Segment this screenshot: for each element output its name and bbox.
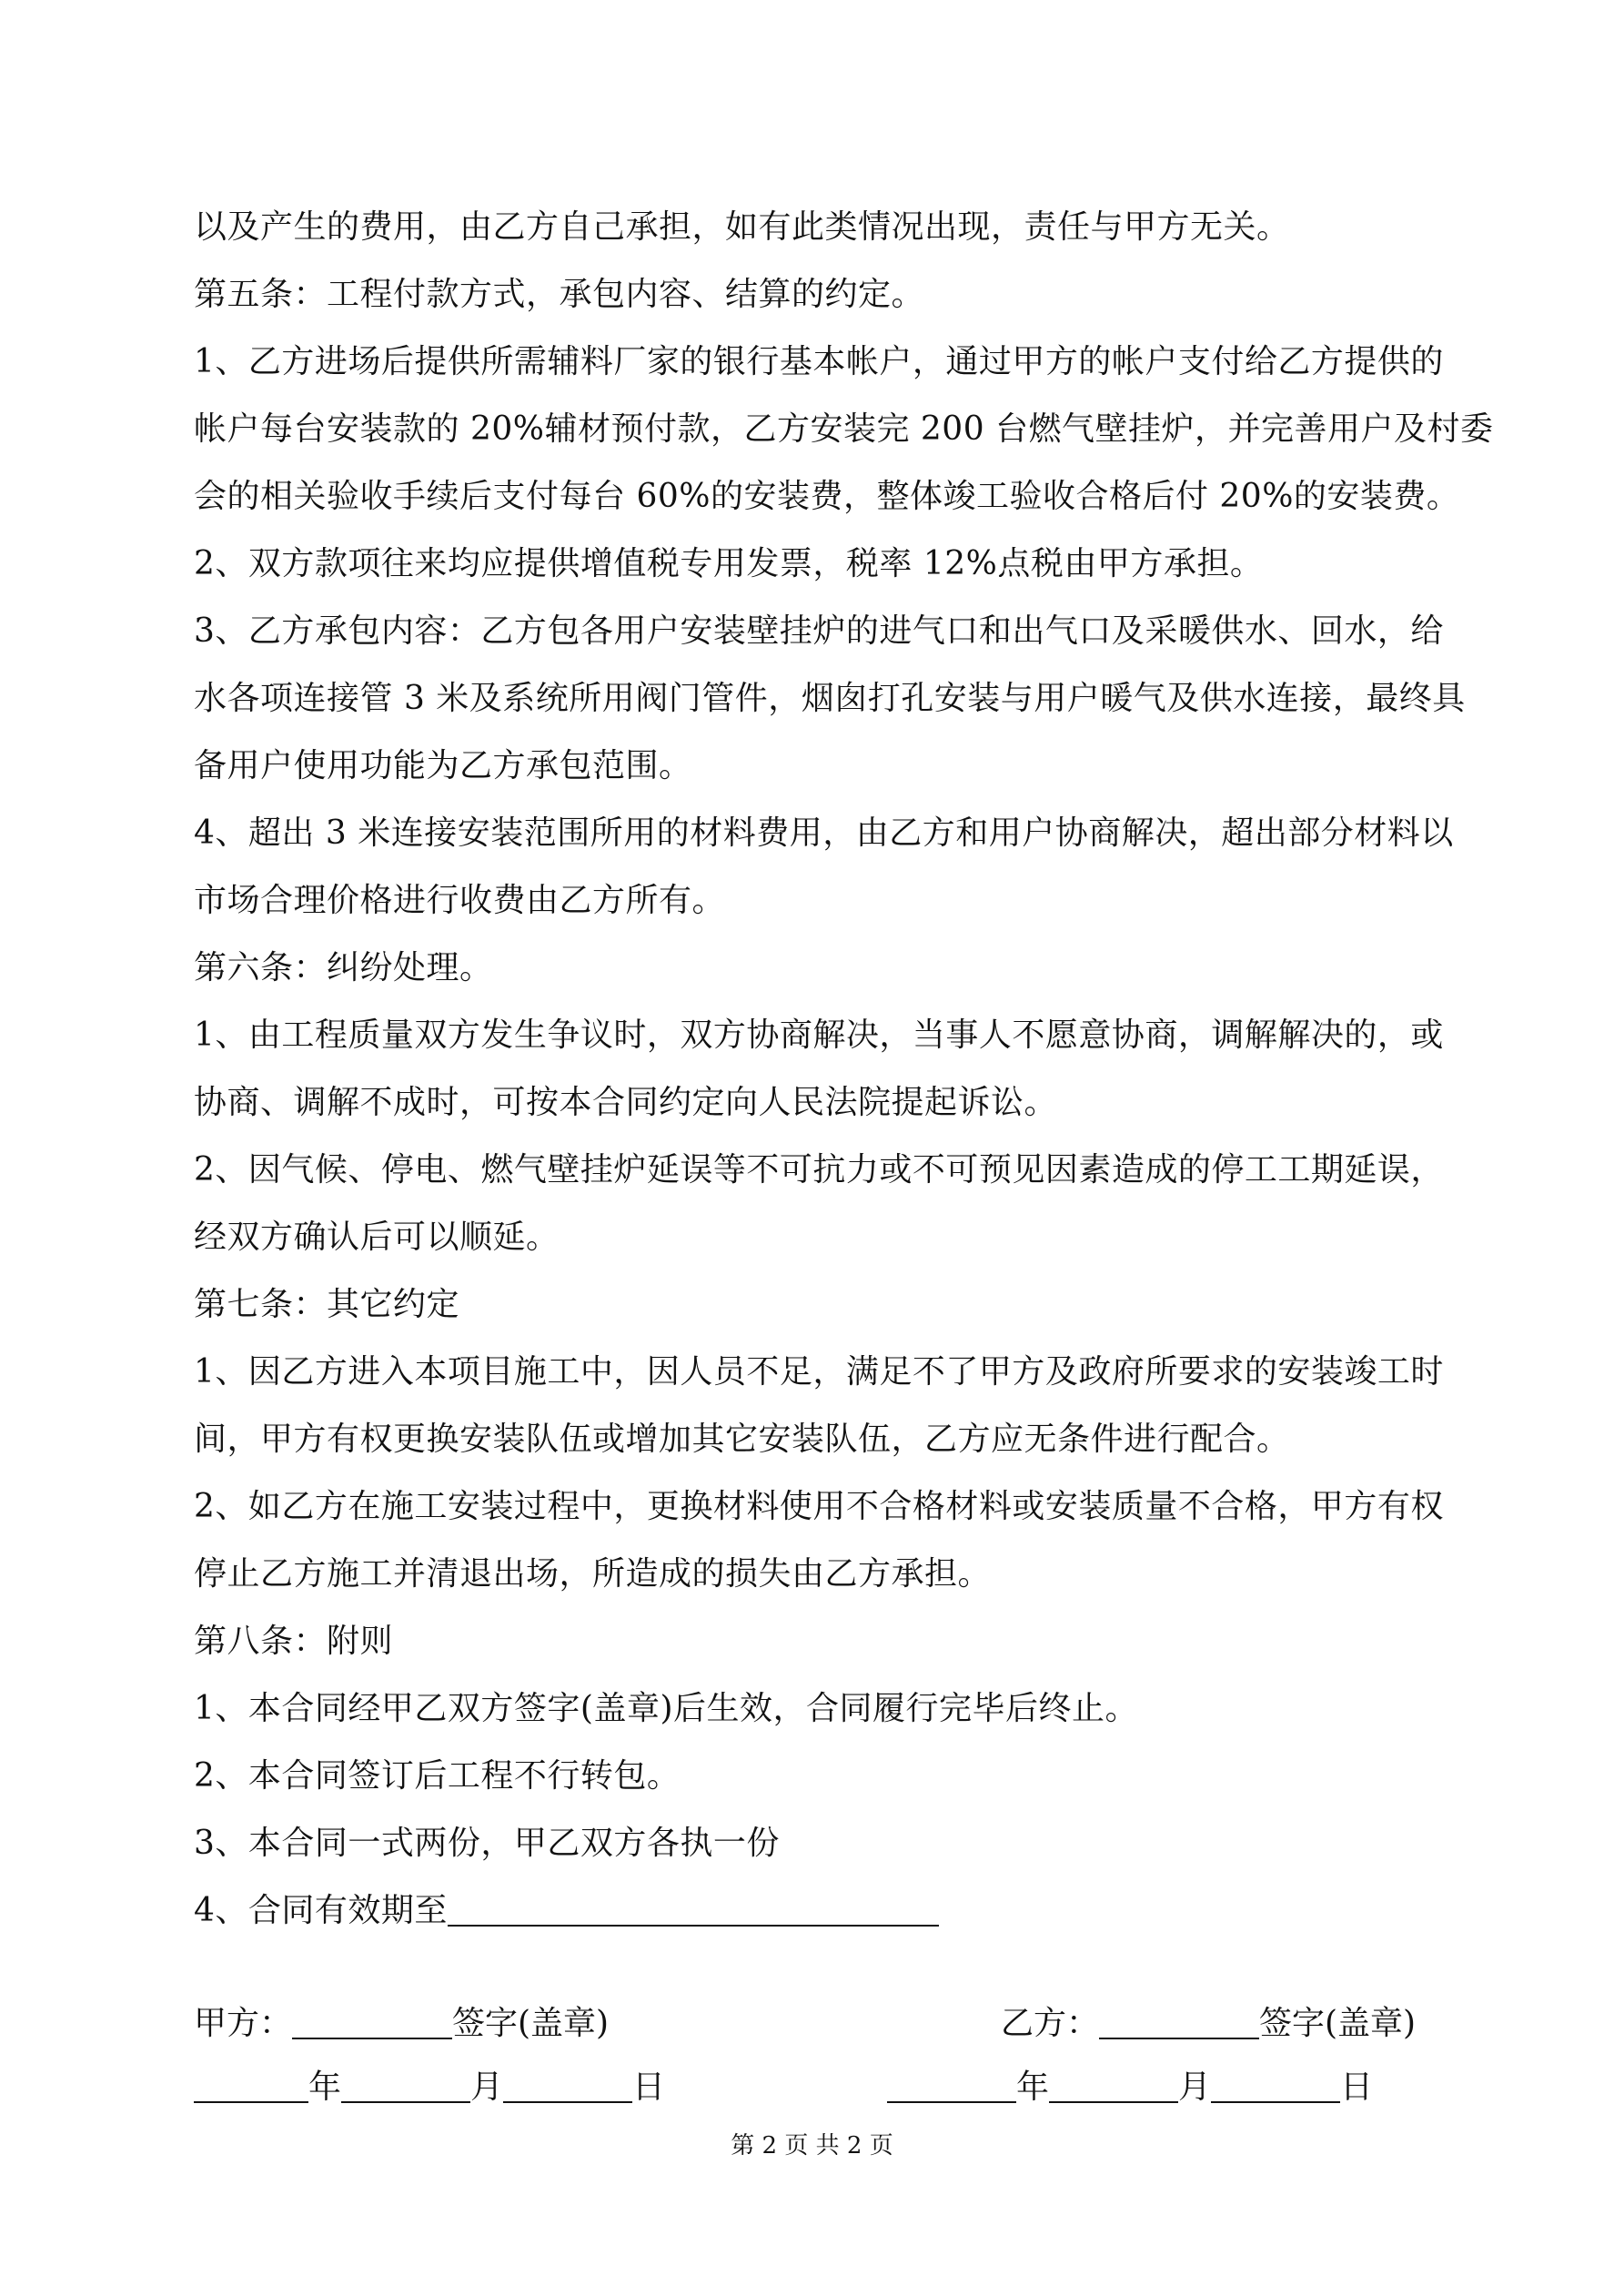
party-b-day-blank[interactable] xyxy=(1211,2068,1340,2103)
party-a-year-blank[interactable] xyxy=(194,2068,308,2103)
section-heading-8: 第八条：附则 xyxy=(194,1623,394,1660)
paragraph-line: 经双方确认后可以顺延。 xyxy=(194,1219,560,1256)
paragraph-line: 2、因气候、停电、燃气壁挂炉延误等不可抗力或不可预见因素造成的停工工期延误， xyxy=(194,1151,1444,1188)
party-a-name-blank[interactable] xyxy=(292,2005,452,2039)
party-a-label: 甲方： xyxy=(194,2005,293,2042)
party-a-day-blank[interactable] xyxy=(503,2068,632,2103)
paragraph-line: 水各项连接管 3 米及系统所用阀门管件，烟囱打孔安装与用户暖气及供水连接，最终具 xyxy=(194,680,1466,717)
party-a-month-blank[interactable] xyxy=(341,2068,470,2103)
party-b-year-label: 年 xyxy=(1016,2068,1050,2106)
paragraph-line: 1、由工程质量双方发生争议时，双方协商解决，当事人不愿意协商，调解解决的，或 xyxy=(194,1017,1444,1054)
paragraph-line: 市场合理价格进行收费由乙方所有。 xyxy=(194,882,726,919)
paragraph-line: 会的相关验收手续后支付每台 60%的安装费，整体竣工验收合格后付 20%的安装费。 xyxy=(194,478,1460,515)
section-heading-5: 第五条：工程付款方式，承包内容、结算的约定。 xyxy=(194,276,925,313)
paragraph-line: 3、乙方承包内容：乙方包各用户安装壁挂炉的进气口和出气口及采暖供水、回水，给 xyxy=(194,612,1444,650)
paragraph-line: 1、因乙方进入本项目施工中，因人员不足，满足不了甲方及政府所要求的安装竣工时 xyxy=(194,1353,1444,1391)
party-a-signature-line xyxy=(194,2002,609,2046)
paragraph-line: 2、双方款项往来均应提供增值税专用发票，税率 12%点税由甲方承担。 xyxy=(194,545,1264,582)
party-b-name-blank[interactable] xyxy=(1099,2005,1259,2039)
party-a-day-label: 日 xyxy=(632,2068,666,2106)
paragraph-line: 4、超出 3 米连接安装范围所用的材料费用，由乙方和用户协商解决，超出部分材料以 xyxy=(194,814,1454,852)
page-number-footer: 第 2 页 共 2 页 xyxy=(731,2132,893,2159)
paragraph-line: 2、本合同签订后工程不行转包。 xyxy=(194,1757,681,1795)
party-b-sign-label: 签字(盖章) xyxy=(1259,2005,1417,2042)
section-heading-6: 第六条：纠纷处理。 xyxy=(194,949,493,986)
party-b-month-label: 月 xyxy=(1178,2068,1212,2106)
party-a-month-label: 月 xyxy=(470,2068,504,2106)
validity-line xyxy=(194,1889,939,1933)
paragraph-line: 备用户使用功能为乙方承包范围。 xyxy=(194,747,692,784)
paragraph-line: 2、如乙方在施工安装过程中，更换材料使用不合格材料或安装质量不合格，甲方有权 xyxy=(194,1488,1444,1525)
party-a-date-line xyxy=(194,2066,665,2109)
paragraph-line: 帐户每台安装款的 20%辅材预付款，乙方安装完 200 台燃气壁挂炉，并完善用户及村委 xyxy=(194,410,1494,448)
party-a-year-label: 年 xyxy=(308,2068,342,2106)
party-b-date-line xyxy=(887,2066,1373,2109)
validity-label: 4、合同有效期至 xyxy=(194,1892,448,1929)
paragraph-line: 协商、调解不成时，可按本合同约定向人民法院提起诉讼。 xyxy=(194,1084,1058,1121)
party-a-sign-label: 签字(盖章) xyxy=(452,2005,610,2042)
paragraph-line: 以及产生的费用，由乙方自己承担，如有此类情况出现，责任与甲方无关。 xyxy=(194,208,1290,246)
paragraph-line: 1、乙方进场后提供所需辅料厂家的银行基本帐户，通过甲方的帐户支付给乙方提供的 xyxy=(194,343,1444,380)
party-b-signature-line xyxy=(1001,2002,1416,2046)
party-b-label: 乙方： xyxy=(1001,2005,1100,2042)
paragraph-line: 1、本合同经甲乙双方签字(盖章)后生效，合同履行完毕后终止。 xyxy=(194,1690,1138,1727)
paragraph-line: 停止乙方施工并清退出场，所造成的损失由乙方承担。 xyxy=(194,1555,992,1593)
paragraph-line: 3、本合同一式两份，甲乙双方各执一份 xyxy=(194,1825,780,1862)
paragraph-line: 间，甲方有权更换安装队伍或增加其它安装队伍，乙方应无条件进行配合。 xyxy=(194,1421,1290,1458)
party-b-month-blank[interactable] xyxy=(1049,2068,1178,2103)
validity-date-blank[interactable] xyxy=(448,1892,939,1927)
party-b-day-label: 日 xyxy=(1340,2068,1374,2106)
party-b-year-blank[interactable] xyxy=(887,2068,1016,2103)
section-heading-7: 第七条：其它约定 xyxy=(194,1286,460,1323)
